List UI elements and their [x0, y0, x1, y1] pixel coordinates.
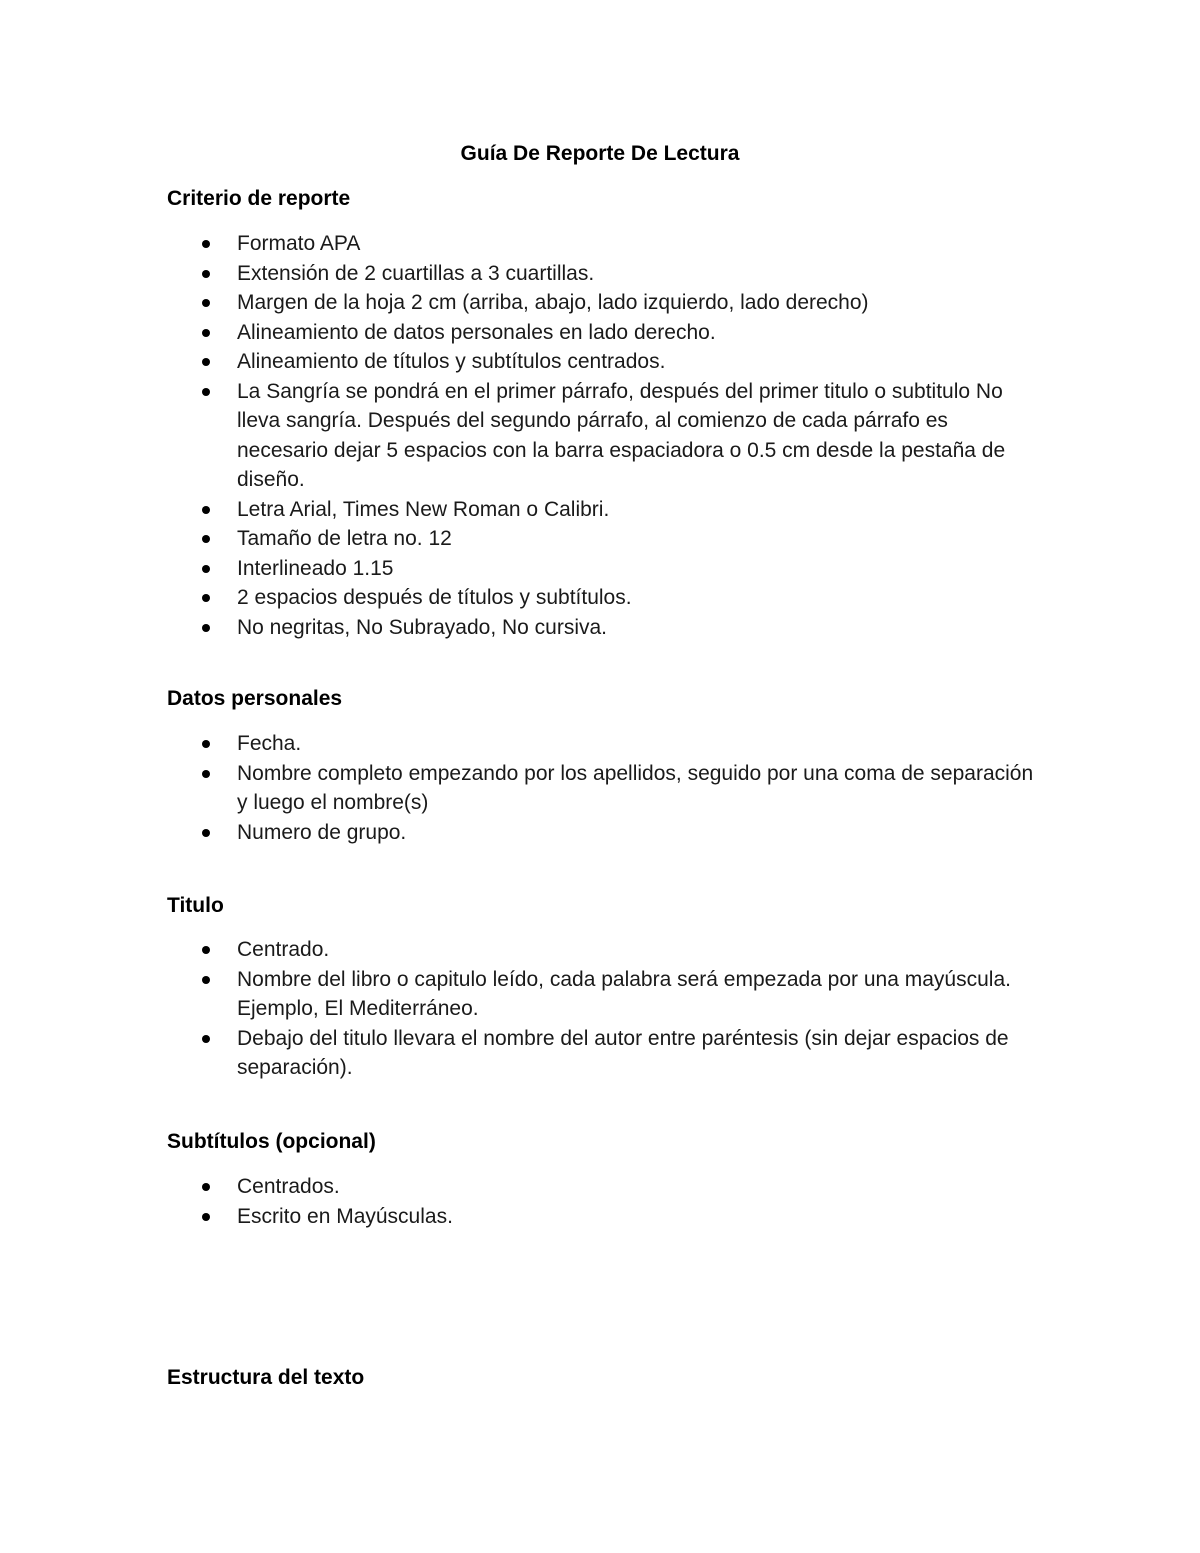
list-item: La Sangría se pondrá en el primer párrafo, después del primer titulo o subtitulo No lleva sangría. Después del segundo párrafo, al comienzo de cada párrafo es necesario dejar 5 espacios con la barra espaciadora o 0.5 cm desde la pestaña de diseño. — [0, 377, 1037, 495]
bullet-icon — [202, 740, 210, 748]
bullet-icon — [202, 946, 210, 954]
bullet-icon — [202, 358, 210, 366]
list-item: Alineamiento de títulos y subtítulos centrados. — [0, 347, 1037, 377]
bullet-list-titulo — [0, 935, 1200, 1083]
list-item: Centrado. — [0, 935, 1037, 965]
list-item: Extensión de 2 cuartillas a 3 cuartillas. — [0, 259, 1037, 289]
bullet-icon — [202, 240, 210, 248]
bullet-icon — [202, 976, 210, 984]
section-heading-titulo: Titulo — [167, 894, 224, 917]
section-heading-estructura: Estructura del texto — [167, 1366, 365, 1389]
list-item: Interlineado 1.15 — [0, 554, 1037, 584]
bullet-icon — [202, 770, 210, 778]
list-item: Fecha. — [0, 729, 1037, 759]
list-item: Nombre completo empezando por los apellidos, seguido por una coma de separación y luego el nombre(s) — [0, 759, 1037, 818]
list-item: Formato APA — [0, 229, 1037, 259]
list-item: No negritas, No Subrayado, No cursiva. — [0, 613, 1037, 643]
bullet-icon — [202, 270, 210, 278]
list-item: Escrito en Mayúsculas. — [0, 1202, 1037, 1232]
bullet-icon — [202, 299, 210, 307]
list-item: 2 espacios después de títulos y subtítulos. — [0, 583, 1037, 613]
bullet-icon — [202, 624, 210, 632]
section-heading-subtitulos: Subtítulos (opcional) — [167, 1130, 376, 1153]
section-heading-datos-personales: Datos personales — [167, 687, 343, 710]
bullet-icon — [202, 329, 210, 337]
list-item: Margen de la hoja 2 cm (arriba, abajo, lado izquierdo, lado derecho) — [0, 288, 1037, 318]
bullet-icon — [202, 1213, 210, 1221]
bullet-list-criterio — [0, 229, 1200, 642]
bullet-icon — [202, 1035, 210, 1043]
list-item: Centrados. — [0, 1172, 1037, 1202]
section-heading-criterio: Criterio de reporte — [167, 187, 351, 210]
bullet-icon — [202, 594, 210, 602]
bullet-icon — [202, 388, 210, 396]
list-item: Letra Arial, Times New Roman o Calibri. — [0, 495, 1037, 525]
bullet-list-datos-personales — [0, 729, 1200, 847]
bullet-list-subtitulos — [0, 1172, 1200, 1231]
document-title: Guía De Reporte De Lectura — [460, 142, 740, 165]
bullet-icon — [202, 829, 210, 837]
list-item: Nombre del libro o capitulo leído, cada palabra será empezada por una mayúscula. Ejemplo, El Mediterráneo. — [0, 965, 1037, 1024]
bullet-icon — [202, 535, 210, 543]
bullet-icon — [202, 1183, 210, 1191]
list-item: Numero de grupo. — [0, 818, 1037, 848]
list-item: Debajo del titulo llevara el nombre del autor entre paréntesis (sin dejar espacios de separación). — [0, 1024, 1037, 1083]
bullet-icon — [202, 565, 210, 573]
bullet-icon — [202, 506, 210, 514]
list-item: Alineamiento de datos personales en lado derecho. — [0, 318, 1037, 348]
list-item: Tamaño de letra no. 12 — [0, 524, 1037, 554]
